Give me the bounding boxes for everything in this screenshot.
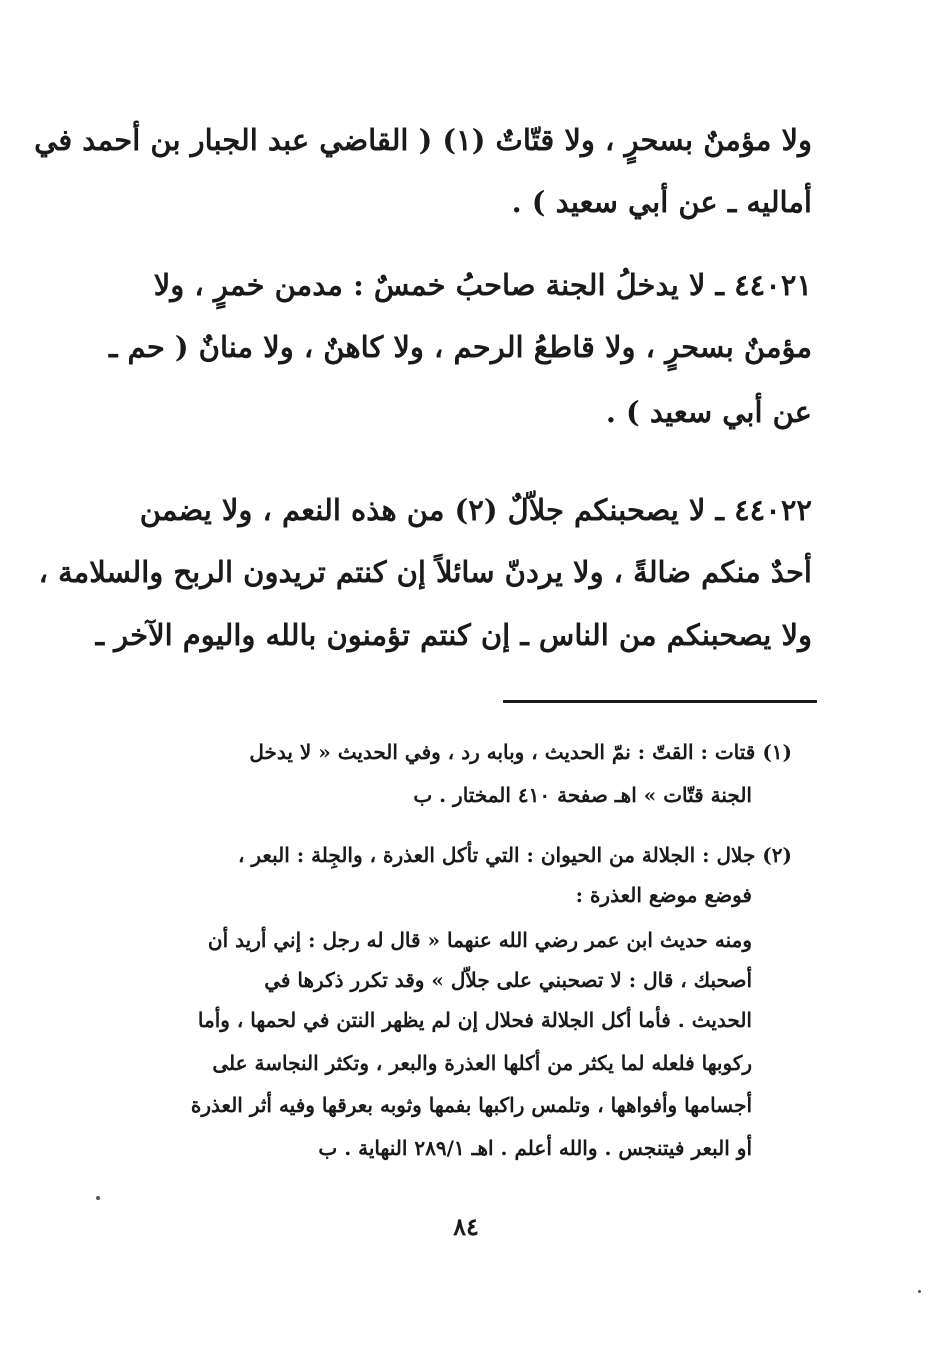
main-line: عن أبي سعيد ) . (605, 395, 812, 429)
main-line: أماليه ـ عن أبي سعيد ) . (511, 185, 812, 219)
footnote-line: الحديث . فأما أكل الجلالة فحلال إن لم يظهر النتن في لحمها ، وأما (197, 1008, 752, 1032)
hadith-44022-start: ٤٤٠٢٢ ـ لا يصحبنكم جلاّلٌ (٢) من هذه النعم ، ولا يضمن (139, 493, 812, 527)
footnote-line: (١) قتات : القتّ : نمّ الحديث ، وبابه رد ، وفي الحديث « لا يدخل (249, 740, 792, 764)
footnote-separator (503, 700, 817, 703)
hadith-44021-start: ٤٤٠٢١ ـ لا يدخلُ الجنة صاحبُ خمسٌ : مدمن خمرٍ ، ولا (153, 268, 812, 302)
footnote-line: أصحبك ، قال : لا تصحبني على جلاّل » وقد تكرر ذكرها في (264, 968, 752, 992)
footnote-line: الجنة قتّات » اهـ صفحة ٤١٠ المختار . ب (413, 783, 752, 807)
footnote-line: (٢) جلال : الجلالة من الحيوان : التي تأكل العذرة ، والجِلة : البعر ، (237, 843, 792, 867)
footnote-line: ركوبها فلعله لما يكثر من أكلها العذرة والبعر ، وتكثر النجاسة على (212, 1051, 752, 1075)
scan-speck (918, 1290, 921, 1293)
main-line: ولا يصحبنكم من الناس ـ إن كنتم تؤمنون بالله واليوم الآخر ـ (95, 618, 812, 652)
scan-speck (96, 1196, 100, 1200)
footnote-line: ومنه حديث ابن عمر رضي الله عنهما « قال له رجل : إني أريد أن (207, 928, 752, 952)
main-line: ولا مؤمنٌ بسحرٍ ، ولا قتّاتٌ (١) ( القاضي عبد الجبار بن أحمد في (34, 123, 812, 157)
footnote-line: أجسامها وأفواهها ، وتلمس راكبها بفمها وثوبه بعرقها وفيه أثر العذرة (190, 1093, 752, 1117)
footnote-line: فوضع موضع العذرة : (575, 883, 752, 907)
main-line: مؤمنٌ بسحرٍ ، ولا قاطعُ الرحم ، ولا كاهنٌ ، ولا منانٌ ( حم ـ (108, 330, 812, 364)
footnote-line: أو البعر فيتنجس . والله أعلم . اهـ ٢٨٩/١ النهاية . ب (318, 1136, 752, 1160)
main-line: أحدٌ منكم ضالةً ، ولا يردنّ سائلاً إن كنتم تريدون الربح والسلامة ، (38, 555, 812, 589)
page-number: ٨٤ (453, 1212, 479, 1241)
